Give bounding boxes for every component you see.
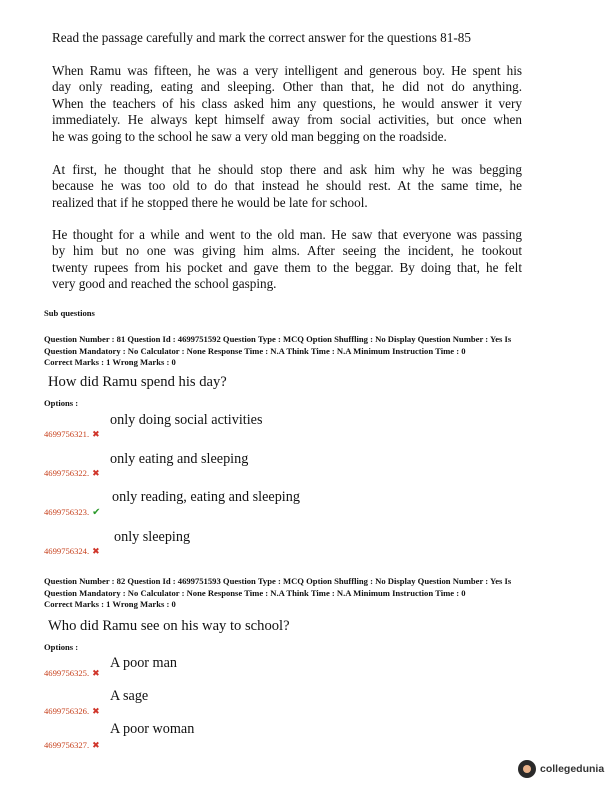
passage-line: At first, he thought that he should stop there and ask him why he was begging	[52, 162, 522, 177]
passage-paragraph-3	[52, 227, 522, 293]
option-id: 4699756322.	[44, 468, 90, 478]
option-row[interactable]	[44, 502, 101, 520]
option-text[interactable]: only doing social activities	[110, 412, 263, 428]
logo-text: collegedunia	[540, 763, 605, 775]
cross-icon: ✖	[92, 429, 100, 439]
passage-paragraph-1	[52, 63, 522, 145]
meta-line: Question Number : 82 Question Id : 4699751593 Question Type : MCQ Option Shuffling : No Display Question Number : Yes Is	[44, 576, 512, 586]
option-row[interactable]	[44, 663, 100, 681]
passage-line: twenty rupees from his pocket and gave them to the beggar. By doing that, he felt	[52, 259, 522, 275]
passage-heading: Read the passage carefully and mark the correct answer for the questions 81-85	[52, 30, 471, 45]
question-81-text: How did Ramu spend his day?	[48, 374, 227, 390]
passage-line: because he was too old to do that instead he should rest. At the same time, he	[52, 178, 522, 194]
passage-line: When Ramu was fifteen, he was a very intelligent and generous boy. He spent his	[52, 63, 522, 78]
cross-icon: ✖	[92, 706, 100, 716]
passage-line: by him but no one was giving him alms. After seeing the incident, he tookout	[52, 243, 522, 259]
meta-line: Correct Marks : 1 Wrong Marks : 0	[44, 599, 176, 610]
option-text[interactable]: A poor man	[110, 655, 177, 671]
passage-line: day only reading, eating and sleeping. Other than that, he did not do anything.	[52, 79, 522, 95]
option-row[interactable]	[44, 424, 100, 442]
options-label: Options :	[44, 398, 79, 408]
passage-line: immediately. He always kept himself away from social activities, but once when	[52, 112, 522, 128]
sub-questions-label: Sub questions	[44, 308, 95, 318]
option-id: 4699756321.	[44, 429, 90, 439]
collegedunia-logo	[518, 760, 604, 778]
option-text[interactable]: only eating and sleeping	[110, 451, 249, 467]
option-text[interactable]: only sleeping	[114, 529, 191, 545]
option-row[interactable]	[44, 701, 100, 719]
cross-icon: ✖	[92, 468, 100, 478]
option-id: 4699756327.	[44, 740, 90, 750]
option-id: 4699756326.	[44, 706, 90, 716]
cross-icon: ✖	[92, 740, 100, 750]
passage-line: realized that if he stopped there he would be late for school.	[52, 194, 368, 210]
meta-line: Question Number : 81 Question Id : 4699751592 Question Type : MCQ Option Shuffling : No Display Question Number : Yes Is	[44, 334, 512, 344]
option-id: 4699756325.	[44, 668, 90, 678]
cross-icon: ✖	[92, 668, 100, 678]
passage-line: He thought for a while and went to the old man. He saw that everyone was passing	[52, 227, 522, 242]
passage-line: very good and reached the school gasping.	[52, 276, 277, 292]
owl-mascot-icon	[518, 760, 536, 778]
question-82-meta	[44, 576, 511, 611]
option-text[interactable]: A poor woman	[110, 721, 195, 737]
option-text[interactable]: A sage	[110, 688, 149, 704]
meta-line: Question Mandatory : No Calculator : None Response Time : N.A Think Time : N.A Minimum Instruction Time : 0	[44, 587, 466, 598]
option-row[interactable]	[44, 541, 100, 559]
passage-paragraph-2	[52, 162, 522, 211]
check-icon: ✔	[92, 507, 101, 518]
meta-line: Correct Marks : 1 Wrong Marks : 0	[44, 357, 176, 368]
passage-line: When the teachers of his class asked him any questions, he would answer it very	[52, 95, 522, 111]
option-id: 4699756323.	[44, 507, 90, 517]
cross-icon: ✖	[92, 546, 100, 556]
question-82-text: Who did Ramu see on his way to school?	[48, 618, 290, 634]
option-row[interactable]	[44, 735, 100, 753]
meta-line: Question Mandatory : No Calculator : None Response Time : N.A Think Time : N.A Minimum Instruction Time : 0	[44, 345, 466, 356]
option-row[interactable]	[44, 463, 100, 481]
passage-line: he was going to the school he saw a very old man begging on the roadside.	[52, 128, 447, 144]
option-text[interactable]: only reading, eating and sleeping	[112, 489, 300, 505]
options-label: Options :	[44, 642, 79, 652]
question-81-meta	[44, 334, 511, 369]
option-id: 4699756324.	[44, 546, 90, 556]
